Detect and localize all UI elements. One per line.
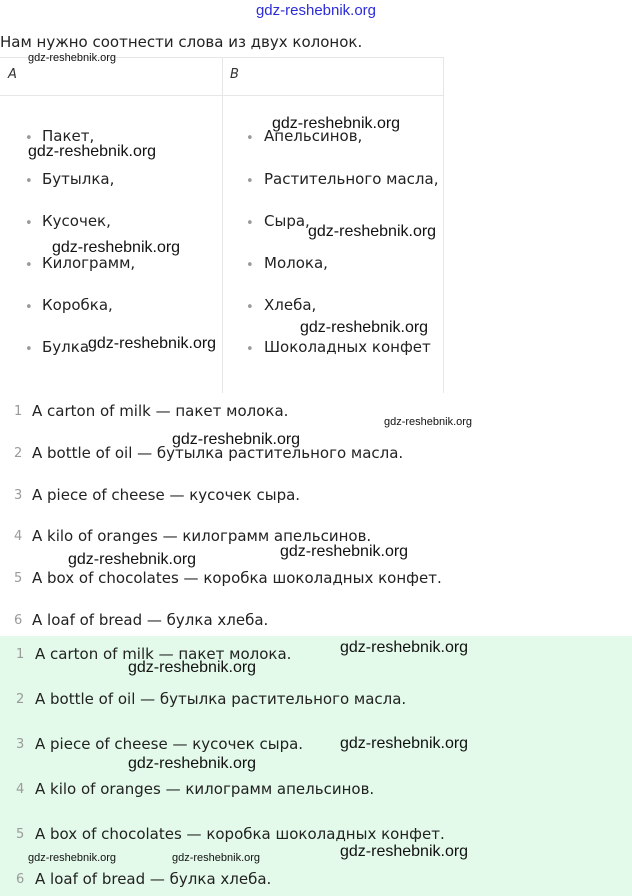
answer-number: 3 [16, 737, 25, 752]
answer-text: A piece of cheese — кусочек сыра. [32, 486, 301, 504]
column-a-item: Бутылка, [42, 170, 115, 188]
answer-number: 4 [16, 782, 25, 797]
watermark: gdz-reshebnik.org [308, 223, 437, 240]
bullet-icon: • [246, 216, 254, 231]
column-b-item: Шоколадных конфет [264, 338, 431, 356]
bullet-icon: • [246, 174, 254, 189]
bullet-icon: • [25, 131, 33, 146]
answer-text: A box of chocolates — коробка шоколадных конфет. [35, 825, 445, 843]
watermark: gdz-reshebnik.org [300, 319, 429, 336]
column-b-item: Апельсинов, [264, 127, 363, 145]
answer-number: 6 [16, 872, 25, 887]
intro-text: Нам нужно соотнести слова из двух колонок. [0, 33, 363, 51]
column-a-header: A [8, 67, 17, 82]
bullet-icon: • [246, 258, 254, 273]
watermark: gdz-reshebnik.org [28, 52, 117, 64]
answer-text: A kilo of oranges — килограмм апельсинов. [32, 527, 372, 545]
watermark: gdz-reshebnik.org [68, 551, 197, 568]
column-a-item: Кусочек, [42, 212, 111, 230]
watermark: gdz-reshebnik.org [172, 852, 261, 864]
column-b-header: B [230, 67, 239, 82]
answer-text: A carton of milk — пакет молока. [32, 402, 289, 420]
answer-text: A kilo of oranges — килограмм апельсинов. [35, 780, 375, 798]
watermark: gdz-reshebnik.org [28, 852, 117, 864]
column-b-item: Растительного масла, [264, 170, 439, 188]
watermark: gdz-reshebnik.org [340, 735, 469, 752]
bullet-icon: • [25, 258, 33, 273]
table-header-divider [0, 95, 444, 96]
bullet-icon: • [25, 342, 33, 357]
answer-text: A box of chocolates — коробка шоколадных конфет. [32, 569, 442, 587]
column-a-item: Килограмм, [42, 254, 136, 272]
answer-text: A bottle of oil — бутылка растительного масла. [32, 444, 404, 462]
column-a-item: Булка [42, 338, 90, 356]
answer-number: 3 [14, 488, 23, 503]
watermark: gdz-reshebnik.org [340, 639, 469, 656]
watermark: gdz-reshebnik.org [28, 143, 157, 160]
bullet-icon: • [246, 131, 254, 146]
answer-number: 2 [16, 692, 25, 707]
bullet-icon: • [246, 342, 254, 357]
answer-number: 6 [14, 613, 23, 628]
answer-text: A carton of milk — пакет молока. [35, 645, 292, 663]
answer-text: A loaf of bread — булка хлеба. [32, 611, 269, 629]
bullet-icon: • [25, 216, 33, 231]
answer-number: 2 [14, 446, 23, 461]
watermark: gdz-reshebnik.org [280, 543, 409, 560]
site-header-watermark: gdz-reshebnik.org [255, 2, 377, 19]
watermark: gdz-reshebnik.org [272, 115, 401, 132]
table-column-divider [222, 57, 223, 393]
watermark: gdz-reshebnik.org [340, 843, 469, 860]
answer-number: 4 [14, 529, 23, 544]
answer-text: A bottle of oil — бутылка растительного масла. [35, 690, 407, 708]
column-b-item: Хлеба, [264, 296, 317, 314]
bullet-icon: • [25, 174, 33, 189]
bullet-icon: • [25, 300, 33, 315]
watermark: gdz-reshebnik.org [172, 431, 301, 448]
watermark: gdz-reshebnik.org [384, 416, 473, 428]
answer-number: 1 [14, 404, 23, 419]
bullet-icon: • [246, 300, 254, 315]
answer-number: 5 [16, 827, 25, 842]
column-a-item: Коробка, [42, 296, 113, 314]
watermark: gdz-reshebnik.org [128, 755, 257, 772]
answer-text: A piece of cheese — кусочек сыра. [35, 735, 304, 753]
watermark: gdz-reshebnik.org [128, 659, 257, 676]
watermark: gdz-reshebnik.org [88, 335, 217, 352]
answer-text: A loaf of bread — булка хлеба. [35, 870, 272, 888]
answer-number: 5 [14, 571, 23, 586]
column-b-item: Сыра, [264, 212, 310, 230]
column-b-item: Молока, [264, 254, 328, 272]
watermark: gdz-reshebnik.org [52, 239, 181, 256]
column-a-item: Пакет, [42, 127, 95, 145]
answer-number: 1 [16, 647, 25, 662]
